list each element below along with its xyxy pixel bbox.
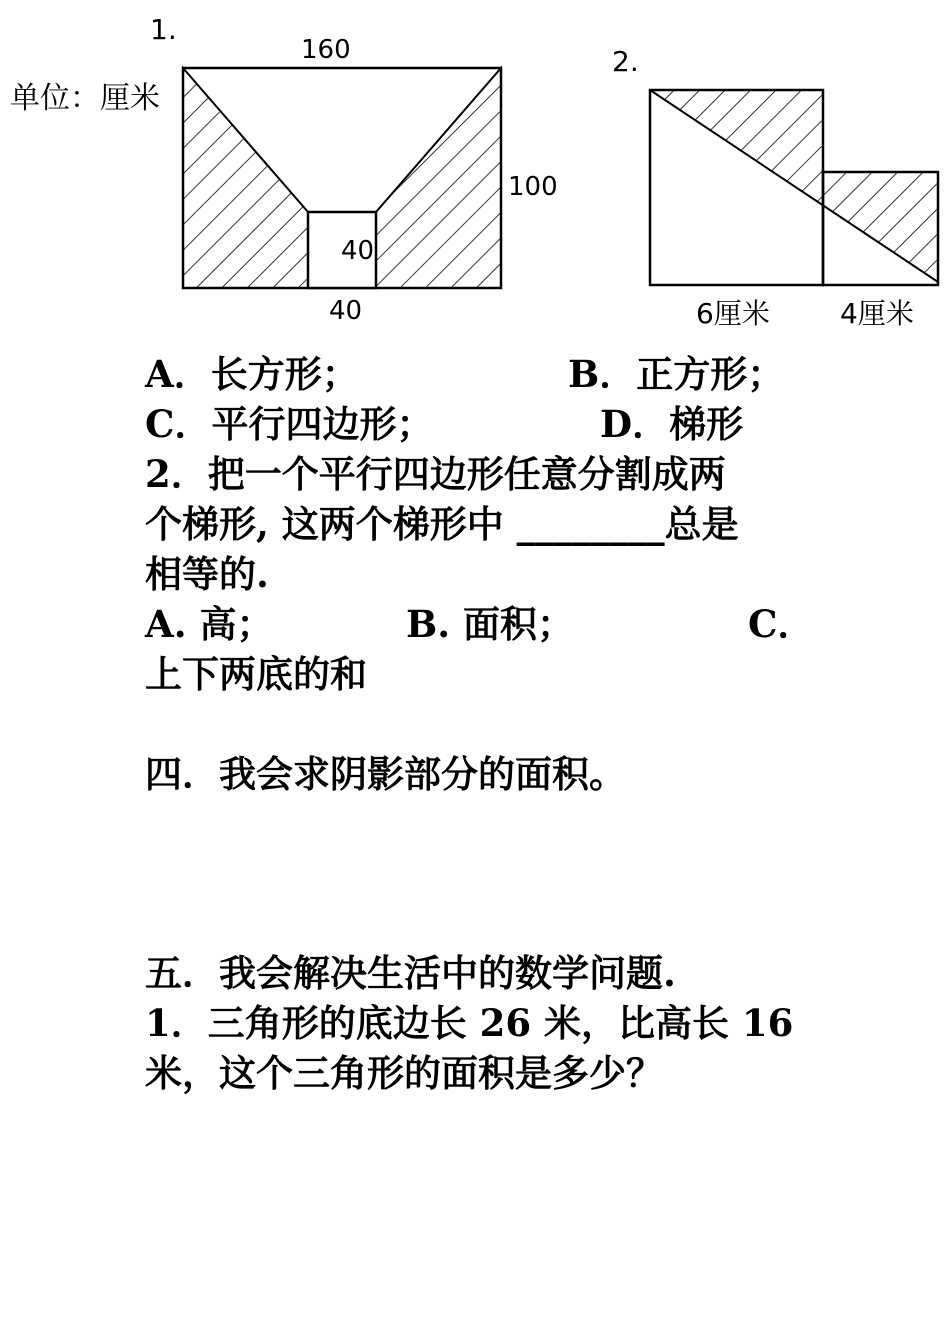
q2-option-a: A. 高； [145, 602, 274, 646]
figure1-height-label: 100 [508, 172, 558, 202]
figure2-left-width-label: 6厘米 [696, 297, 770, 330]
q2-text-line2: 个梯形, 这两个梯形中 ________总是 [145, 502, 739, 546]
q1-option-d: D．梯形 [600, 402, 744, 446]
figure1-number: 1. [150, 13, 177, 46]
figure2-diagram [650, 90, 938, 285]
section4-heading: 四．我会求阴影部分的面积。 [145, 752, 626, 796]
section5-heading: 五．我会解决生活中的数学问题. [145, 951, 676, 995]
figure2-number: 2. [612, 45, 639, 78]
q2-text-line3: 相等的. [145, 552, 269, 596]
figure2-right-width-label: 4厘米 [840, 297, 914, 330]
section5-q1-line1: 1．三角形的底边长 26 米，比高长 16 [145, 1001, 794, 1045]
figures [0, 0, 950, 345]
section5-q1-line2: 米，这个三角形的面积是多少？ [145, 1051, 663, 1095]
q2-option-b: B. 面积； [406, 602, 575, 646]
figure1-right-shaded-region [376, 68, 501, 288]
q2-text-line1: 2．把一个平行四边形任意分割成两 [145, 452, 726, 496]
figure1-left-shaded-region [183, 68, 308, 288]
figure1-bottom-gap-label: 40 [329, 296, 363, 326]
q1-option-b: B．正方形； [568, 352, 785, 396]
figure2-right-shaded-region [823, 172, 938, 282]
q2-option-c: C． [748, 602, 815, 646]
q1-option-c: C．平行四边形； [145, 402, 434, 446]
figure1-top-width-label: 160 [301, 35, 351, 65]
figure1-inner-square-label: 40 [341, 236, 375, 266]
q2-option-c-text: 上下两底的和 [145, 652, 367, 696]
figure1-unit-label: 单位：厘米 [10, 81, 160, 116]
q1-option-a: A．长方形； [145, 352, 359, 396]
